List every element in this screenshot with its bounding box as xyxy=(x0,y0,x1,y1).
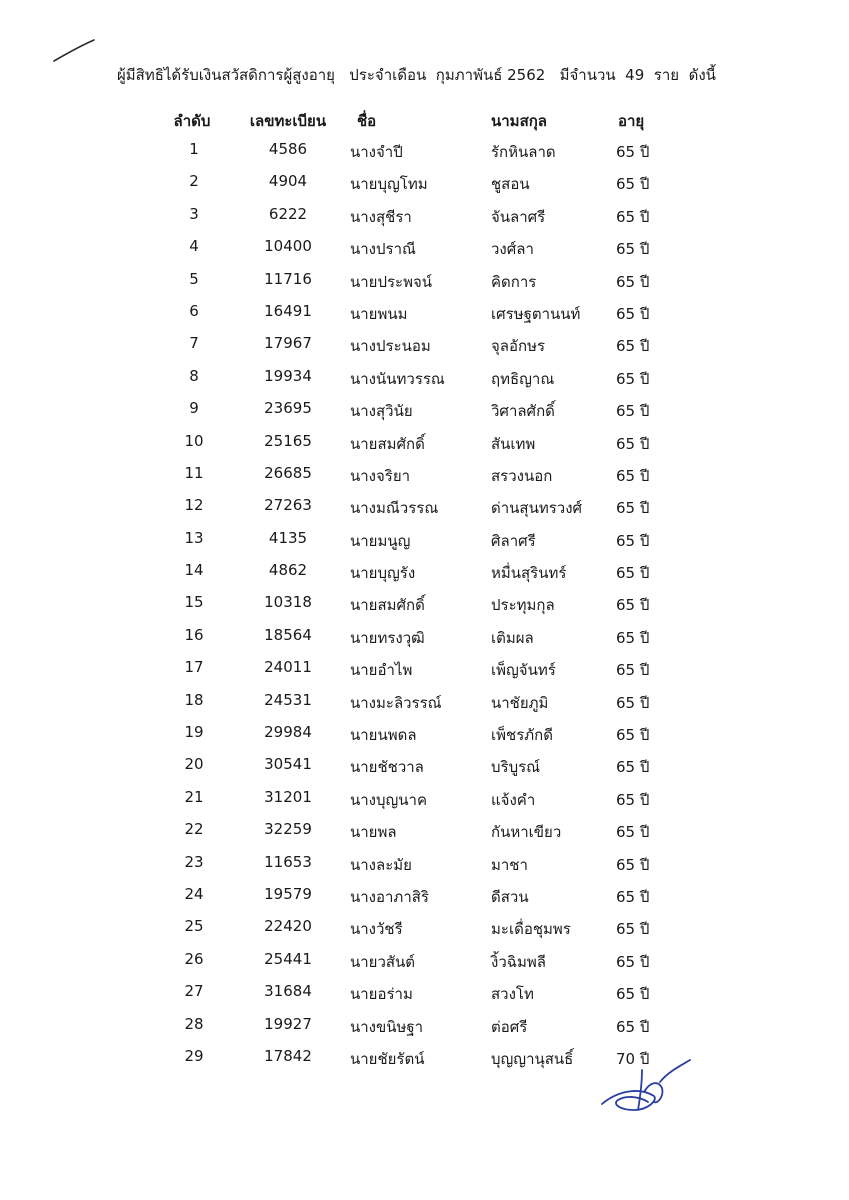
row-index: 4 xyxy=(189,237,199,256)
row-index: 26 xyxy=(184,949,204,968)
row-index: 27 xyxy=(184,982,204,1001)
row-surname: วิศาลศักดิ์ xyxy=(491,402,555,421)
row-name: นายพล xyxy=(350,823,397,842)
row-name: นายอำไพ xyxy=(350,661,413,680)
table-row xyxy=(0,750,849,782)
row-reg-no: 25165 xyxy=(264,431,312,450)
row-name: นายอร่าม xyxy=(350,985,413,1004)
row-index: 19 xyxy=(184,723,204,742)
row-surname: งิ้วฉิมพลี xyxy=(491,952,546,971)
table-row xyxy=(0,167,849,199)
row-age: 65 ปี xyxy=(616,337,650,356)
row-age: 65 ปี xyxy=(616,823,650,842)
row-age: 65 ปี xyxy=(616,304,650,323)
row-index: 8 xyxy=(189,366,199,385)
table-row xyxy=(0,977,849,1009)
row-index: 16 xyxy=(184,625,204,644)
row-name: นางขนิษฐา xyxy=(350,1017,424,1036)
row-name: นายบุญรัง xyxy=(350,564,416,583)
column-header-age: อายุ xyxy=(618,112,645,130)
row-reg-no: 10318 xyxy=(264,593,312,612)
row-name: นางสุชีรา xyxy=(350,207,412,226)
row-name: นางจริยา xyxy=(350,466,411,485)
column-header-index: ลำดับ xyxy=(173,112,211,130)
row-index: 3 xyxy=(189,204,199,223)
row-surname: ประทุมกุล xyxy=(491,596,555,615)
table-row xyxy=(0,945,849,977)
row-reg-no: 29984 xyxy=(264,723,312,742)
row-reg-no: 11716 xyxy=(264,269,312,288)
row-age: 65 ปี xyxy=(616,790,650,809)
table-row xyxy=(0,912,849,944)
row-index: 12 xyxy=(184,496,204,515)
row-name: นางปราณี xyxy=(350,240,416,259)
row-surname: เศรษฐตานนท์ xyxy=(491,304,581,323)
row-name: นางละมัย xyxy=(350,855,412,874)
table-row xyxy=(0,880,849,912)
row-surname: หมื่นสุรินทร์ xyxy=(491,564,567,583)
row-name: นางสุวินัย xyxy=(350,402,413,421)
table-row xyxy=(0,135,849,167)
row-age: 65 ปี xyxy=(616,693,650,712)
row-reg-no: 30541 xyxy=(264,755,312,774)
table-row xyxy=(0,588,849,620)
row-name: นายชัชวาล xyxy=(350,758,424,777)
row-name: นายบุญโทม xyxy=(350,175,428,194)
table-row xyxy=(0,783,849,815)
table-row xyxy=(0,427,849,459)
row-surname: สันเทพ xyxy=(491,434,536,453)
table-row xyxy=(0,362,849,394)
row-index: 10 xyxy=(184,431,204,450)
row-age: 65 ปี xyxy=(616,402,650,421)
row-age: 65 ปี xyxy=(616,564,650,583)
row-surname: นาชัยภูมิ xyxy=(491,693,549,712)
row-index: 7 xyxy=(189,334,199,353)
row-surname: ศิลาศรี xyxy=(491,531,536,550)
row-index: 1 xyxy=(189,140,199,158)
row-name: นายชัยรัตน์ xyxy=(350,1049,425,1068)
row-surname: ดีสวน xyxy=(491,887,529,906)
table-row xyxy=(0,524,849,556)
row-age: 65 ปี xyxy=(616,434,650,453)
row-name: นายสมศักดิ์ xyxy=(350,434,425,453)
row-index: 14 xyxy=(184,561,204,580)
row-surname: กันหาเขียว xyxy=(491,823,562,842)
row-index: 6 xyxy=(189,301,199,320)
row-index: 21 xyxy=(184,787,204,806)
row-name: นางมะลิวรรณ์ xyxy=(350,693,442,712)
row-reg-no: 24531 xyxy=(264,690,312,709)
row-index: 2 xyxy=(189,172,199,191)
table-row xyxy=(0,232,849,264)
row-age: 65 ปี xyxy=(616,952,650,971)
row-age: 65 ปี xyxy=(616,175,650,194)
row-reg-no: 10400 xyxy=(264,237,312,256)
table-row xyxy=(0,200,849,232)
row-age: 65 ปี xyxy=(616,369,650,388)
row-surname: แจ้งคำ xyxy=(491,790,536,809)
row-age: 65 ปี xyxy=(616,531,650,550)
row-reg-no: 11653 xyxy=(264,852,312,871)
row-reg-no: 16491 xyxy=(264,301,312,320)
row-index: 18 xyxy=(184,690,204,709)
row-reg-no: 24011 xyxy=(264,658,312,677)
row-index: 28 xyxy=(184,1014,204,1033)
table-row xyxy=(0,394,849,426)
row-surname: มะเดื่อชุมพร xyxy=(491,920,571,939)
row-name: นางประนอม xyxy=(350,337,431,356)
row-age: 65 ปี xyxy=(616,855,650,874)
row-reg-no: 23695 xyxy=(264,399,312,418)
row-reg-no: 18564 xyxy=(264,625,312,644)
row-name: นางวัชรี xyxy=(350,920,403,939)
row-name: นายทรงวุฒิ xyxy=(350,628,425,647)
row-reg-no: 32259 xyxy=(264,820,312,839)
row-age: 65 ปี xyxy=(616,920,650,939)
row-reg-no: 19579 xyxy=(264,884,312,903)
row-surname: วงศ์ลา xyxy=(491,240,534,259)
row-name: นางอาภาสิริ xyxy=(350,887,429,906)
row-index: 15 xyxy=(184,593,204,612)
row-reg-no: 17842 xyxy=(264,1046,312,1065)
table-row xyxy=(0,1042,849,1074)
table-row xyxy=(0,621,849,653)
row-name: นางนันทวรรณ xyxy=(350,369,445,388)
row-age: 70 ปี xyxy=(616,1049,650,1068)
row-age: 65 ปี xyxy=(616,628,650,647)
row-reg-no: 6222 xyxy=(268,204,308,223)
table-row xyxy=(0,815,849,847)
row-name: นายประพจน์ xyxy=(350,272,433,291)
row-age: 65 ปี xyxy=(616,887,650,906)
row-index: 24 xyxy=(184,884,204,903)
row-surname: เพ็ชรภักดี xyxy=(491,726,553,745)
row-age: 65 ปี xyxy=(616,596,650,615)
row-reg-no: 4135 xyxy=(268,528,308,547)
column-header-surname: นามสกุล xyxy=(491,112,547,130)
table-row xyxy=(0,653,849,685)
row-age: 65 ปี xyxy=(616,240,650,259)
row-reg-no: 4862 xyxy=(268,561,308,580)
table-row xyxy=(0,848,849,880)
row-surname: จันลาศรี xyxy=(491,207,546,226)
row-surname: เพ็ญจันทร์ xyxy=(491,661,556,680)
row-reg-no: 19927 xyxy=(264,1014,312,1033)
handwritten-signature xyxy=(598,1052,694,1118)
row-surname: ด่านสุนทรวงศ์ xyxy=(491,499,583,518)
row-reg-no: 31201 xyxy=(264,787,312,806)
row-age: 65 ปี xyxy=(616,726,650,745)
row-surname: คิดการ xyxy=(491,272,537,291)
row-reg-no: 26685 xyxy=(264,463,312,482)
row-index: 22 xyxy=(184,820,204,839)
row-age: 65 ปี xyxy=(616,1017,650,1036)
row-reg-no: 19934 xyxy=(264,366,312,385)
table-row xyxy=(0,491,849,523)
table-row xyxy=(0,556,849,588)
row-surname: รักหินลาด xyxy=(491,143,556,161)
row-reg-no: 27263 xyxy=(264,496,312,515)
row-surname: บุญญานุสนธิ์ xyxy=(491,1049,574,1068)
table-row xyxy=(0,459,849,491)
row-surname: บริบูรณ์ xyxy=(491,758,541,777)
row-surname: ชูสอน xyxy=(491,175,530,194)
document-heading: ผู้มีสิทธิได้รับเงินสวัสดิการผู้สูงอายุ ประจำเดือน กุมภาพันธ์ 2562 มีจำนวน 49 ราย ดังนี้ xyxy=(117,66,716,84)
table-row xyxy=(0,686,849,718)
row-surname: เติมผล xyxy=(491,628,534,647)
row-surname: ฤทธิญาณ xyxy=(491,369,555,388)
row-surname: สวงโท xyxy=(491,985,534,1004)
column-header-name: ชื่อ xyxy=(357,112,377,130)
table-row xyxy=(0,297,849,329)
row-index: 25 xyxy=(184,917,204,936)
row-age: 65 ปี xyxy=(616,466,650,485)
row-surname: มาชา xyxy=(491,855,528,874)
row-index: 5 xyxy=(189,269,199,288)
table-row xyxy=(0,265,849,297)
row-surname: สรวงนอก xyxy=(491,466,553,485)
row-age: 65 ปี xyxy=(616,499,650,518)
beneficiary-table xyxy=(0,135,849,1074)
row-index: 29 xyxy=(184,1046,204,1065)
row-surname: จุลอักษร xyxy=(491,337,546,356)
row-age: 65 ปี xyxy=(616,272,650,291)
column-header-reg-no: เลขทะเบียน xyxy=(249,112,327,130)
row-reg-no: 22420 xyxy=(264,917,312,936)
table-row xyxy=(0,329,849,361)
row-name: นางมณีวรรณ xyxy=(350,499,439,518)
row-name: นางบุญนาค xyxy=(350,790,428,809)
row-reg-no: 4904 xyxy=(268,172,308,191)
row-age: 65 ปี xyxy=(616,758,650,777)
row-age: 65 ปี xyxy=(616,143,650,161)
row-age: 65 ปี xyxy=(616,207,650,226)
row-index: 23 xyxy=(184,852,204,871)
row-name: นางจำปี xyxy=(350,143,403,161)
row-index: 17 xyxy=(184,658,204,677)
row-index: 20 xyxy=(184,755,204,774)
row-index: 11 xyxy=(184,463,204,482)
row-surname: ต่อศรี xyxy=(491,1017,528,1036)
row-age: 65 ปี xyxy=(616,661,650,680)
table-row xyxy=(0,1010,849,1042)
row-index: 9 xyxy=(189,399,199,418)
row-name: นายสมศักดิ์ xyxy=(350,596,425,615)
pen-stroke-mark xyxy=(52,38,96,64)
row-name: นายนพดล xyxy=(350,726,417,745)
row-name: นายวสันต์ xyxy=(350,952,416,971)
row-index: 13 xyxy=(184,528,204,547)
row-reg-no: 31684 xyxy=(264,982,312,1001)
row-reg-no: 17967 xyxy=(264,334,312,353)
table-row xyxy=(0,718,849,750)
row-reg-no: 4586 xyxy=(268,140,308,158)
row-age: 65 ปี xyxy=(616,985,650,1004)
row-name: นายพนม xyxy=(350,304,408,323)
row-name: นายมนูญ xyxy=(350,531,411,550)
row-reg-no: 25441 xyxy=(264,949,312,968)
